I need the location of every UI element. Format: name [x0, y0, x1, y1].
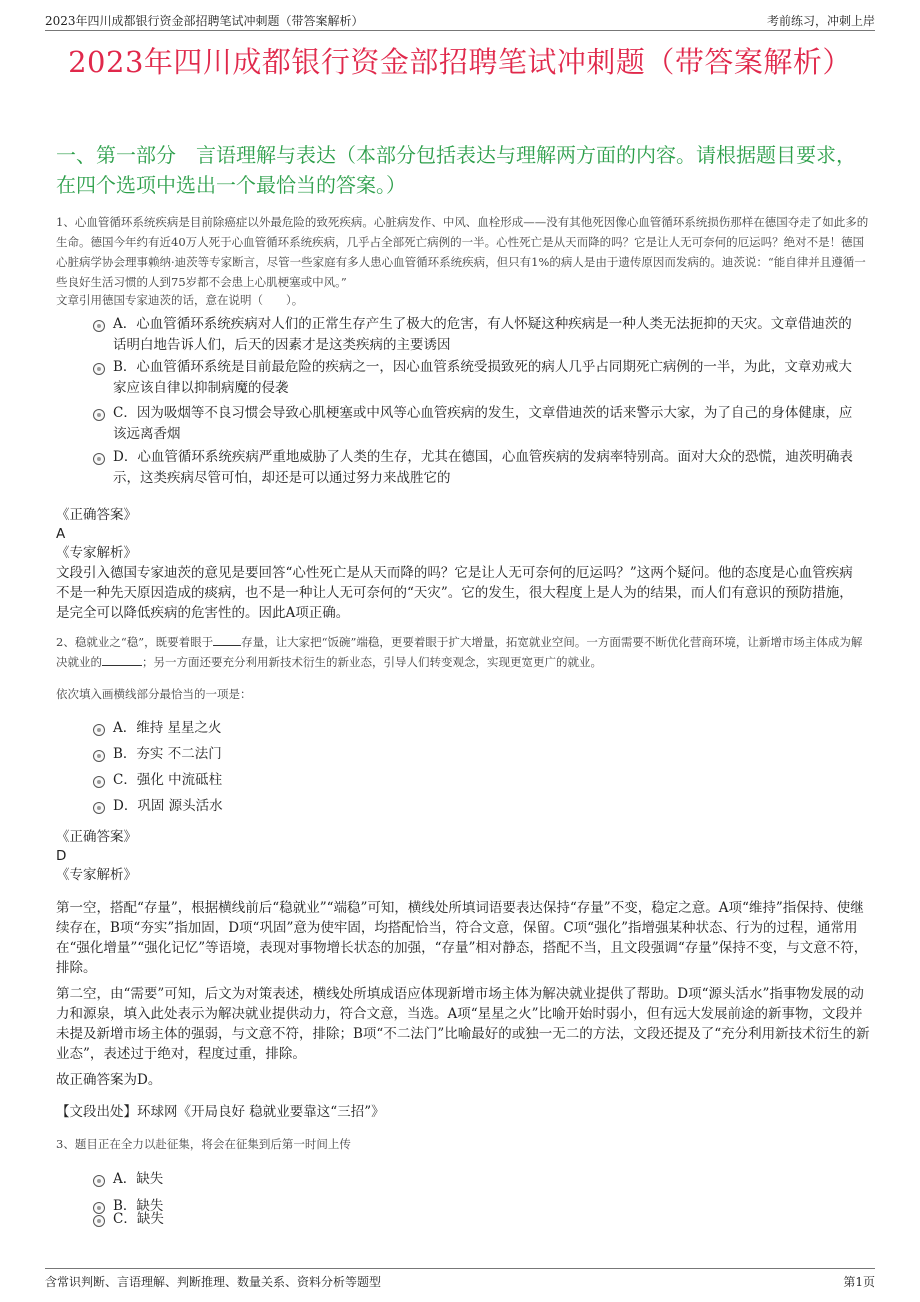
- radio-icon[interactable]: [93, 802, 105, 814]
- footer-question-types: 含常识判断、言语理解、判断推理、数量关系、资料分析等题型: [45, 1275, 382, 1289]
- q2-question: 依次填入画横线部分最恰当的一项是：: [56, 687, 252, 701]
- radio-icon[interactable]: [93, 363, 105, 375]
- q1-analysis: 文段引入德国专家迪茨的意见是要回答“心性死亡是从天而降的吗？它是让人无可奈何的厄运吗？”这两个疑问。他的态度是心血管疾病不是一种先天原因造成的痰病，也不是一种让人无可奈何的“天灾”。它的发生，很大程度上是人为的结果，而人们有意识的预防措施，是完全可以降低疾病的危害性的。因此A项正确。: [56, 565, 853, 621]
- radio-icon[interactable]: [93, 320, 105, 332]
- q2-option-b[interactable]: [93, 744, 865, 765]
- q2-stem-part2: 存量，让大家把“饭碗”端稳，更要着眼于扩大增量，拓宽就业空间。一方面需要不断优化营商环境，让新增市场主体成为解决就业的: [56, 635, 863, 669]
- q2-option-d-text: D．巩固 源头活水: [113, 798, 223, 814]
- q2-analysis-label: 《专家解析》: [56, 867, 137, 883]
- q2-answer: D: [56, 848, 67, 864]
- q1-option-b[interactable]: [93, 357, 865, 399]
- blank-line: [213, 632, 241, 646]
- q2-analysis-paragraph-1: 第一空，搭配“存量”，根据横线前后“稳就业”“端稳”可知，横线处所填词语要表达保持“存量”不变，稳定之意。A项“维持”指保持、使继续存在，B项“夯实”指加固，D项“巩固”意为使牢固，均搭配恰当，符合文意，保留。C项“强化”指增强某种状态、行为的过程，通常用在“强化增量”“强化记忆”等语境，表现对事物增长状态的加强，“存量”相对静态，搭配不当，且文段强调“存量”保持不变，与文意不符，排除。: [56, 900, 868, 976]
- q1-option-c[interactable]: [93, 403, 865, 445]
- q3-option-c[interactable]: [93, 1209, 865, 1230]
- q2-stem: [56, 632, 870, 672]
- q2-analysis-paragraph-2: 第二空，由“需要”可知，后文为对策表述，横线处所填成语应体现新增市场主体为解决就业提供了帮助。D项“源头活水”指事物发展的动力和源泉，填入此处表示为解决就业提供动力，符合文意，当选。A项“星星之火”比喻开始时弱小，但有远大发展前途的新事物，文段并未提及新增市场主体的强弱，与文意不符，排除；B项“不二法门”比喻最好的或独一无二的方法，文段还提及了“充分利用新技术衍生的新业态”，表述过于绝对，程度过重，排除。: [56, 986, 870, 1062]
- document-title: 2023年四川成都银行资金部招聘笔试冲刺题（带答案解析）: [68, 45, 852, 79]
- q1-option-a-text: A．心血管循环系统疾病对人们的正常生存产生了极大的危害，有人怀疑这种疾病是一种人类无法扼抑的天灾。文章借迪茨的话明白地告诉人们，后天的因素才是这类疾病的主要诱因: [113, 316, 852, 353]
- q1-analysis-label: 《专家解析》: [56, 545, 137, 561]
- q1-option-d[interactable]: [93, 447, 865, 489]
- q3-option-c-text: C．缺失: [113, 1211, 164, 1227]
- radio-icon[interactable]: [93, 750, 105, 762]
- q2-option-a-text: A．维持 星星之火: [113, 720, 222, 736]
- q1-answer: A: [56, 526, 66, 542]
- radio-icon[interactable]: [93, 776, 105, 788]
- radio-icon[interactable]: [93, 1175, 105, 1187]
- radio-icon[interactable]: [93, 409, 105, 421]
- page-footer: [45, 1268, 875, 1291]
- q3-stem: 3、题目正在全力以赴征集，将会在征集到后第一时间上传: [56, 1137, 351, 1151]
- radio-icon[interactable]: [93, 1215, 105, 1227]
- section-heading: 一、第一部分 言语理解与表达（本部分包括表达与理解两方面的内容。请根据题目要求，在四个选项中选出一个最恰当的答案。）: [56, 143, 856, 197]
- header-doc-title: 2023年四川成都银行资金部招聘笔试冲刺题（带答案解析）: [45, 14, 364, 28]
- radio-icon[interactable]: [93, 724, 105, 736]
- q1-answer-label: 《正确答案》: [56, 507, 137, 523]
- q3-option-a-text: A．缺失: [113, 1171, 164, 1187]
- q3-option-b-text: B．缺失: [113, 1198, 164, 1214]
- q2-option-a[interactable]: [93, 718, 865, 739]
- q2-option-c[interactable]: [93, 770, 865, 791]
- q2-option-d[interactable]: [93, 796, 865, 817]
- q2-stem-part3: ；另一方面还要充分利用新技术衍生的新业态，引导人们转变观念，实现更宽更广的就业。: [142, 655, 602, 669]
- q1-option-b-text: B．心血管循环系统是目前最危险的疾病之一，因心血管系统受损致死的病人几乎占同期死亡病例的一半，为此，文章劝戒大家应该自律以抑制病魔的侵袭: [113, 359, 852, 396]
- blank-line: [102, 652, 142, 666]
- q2-source: 【文段出处】环球网《开局良好 稳就业要靠这“三招”》: [56, 1104, 385, 1120]
- q1-stem: 1、心血管循环系统疾病是目前除癌症以外最危险的致死疾病。心脏病发作、中风、血栓形成——没有其他死因像心血管循环系统损伤那样在德国夺走了如此多的生命。德国今年约有近40万人死于心血管循环系统疾病，几乎占全部死亡病例的一半。心性死亡是从天而降的吗？它是让人无可奈何的厄运吗？绝对不是！德国心脏病学协会理事赖纳·迪茨等专家断言，尽管一些家庭有多人患心血管循环系统疾病，但只有1%的病人是由于遗传原因而发病的。迪茨说：“能自律并且遵循一些良好生活习惯的人到75岁都不会患上心肌梗塞或中风。”: [56, 215, 869, 289]
- q3-option-a[interactable]: [93, 1169, 865, 1190]
- q1-option-c-text: C．因为吸烟等不良习惯会导致心肌梗塞或中风等心血管疾病的发生，文章借迪茨的话来警示大家，为了自己的身体健康，应该远离香烟: [113, 405, 853, 442]
- q2-analysis-conclusion: 故正确答案为D。: [56, 1072, 162, 1088]
- q1-option-d-text: D．心血管循环系统疾病严重地威胁了人类的生存，尤其在德国，心血管疾病的发病率特别高。面对大众的恐慌，迪茨明确表示，这类疾病尽管可怕，却还是可以通过努力来战胜它的: [113, 449, 853, 486]
- q1-question: 文章引用德国专家迪茨的话，意在说明（ ）。: [56, 293, 304, 307]
- q2-stem-part1: 2、稳就业之“稳”，既要着眼于: [56, 635, 214, 649]
- q2-option-c-text: C．强化 中流砥柱: [113, 772, 223, 788]
- radio-icon[interactable]: [93, 453, 105, 465]
- page-header: [45, 10, 875, 31]
- q2-option-b-text: B．夯实 不二法门: [113, 746, 222, 762]
- header-slogan: 考前练习，冲刺上岸: [766, 14, 875, 28]
- q1-option-a[interactable]: [93, 314, 865, 356]
- page-number: 第1页: [843, 1275, 875, 1289]
- q2-answer-label: 《正确答案》: [56, 829, 137, 845]
